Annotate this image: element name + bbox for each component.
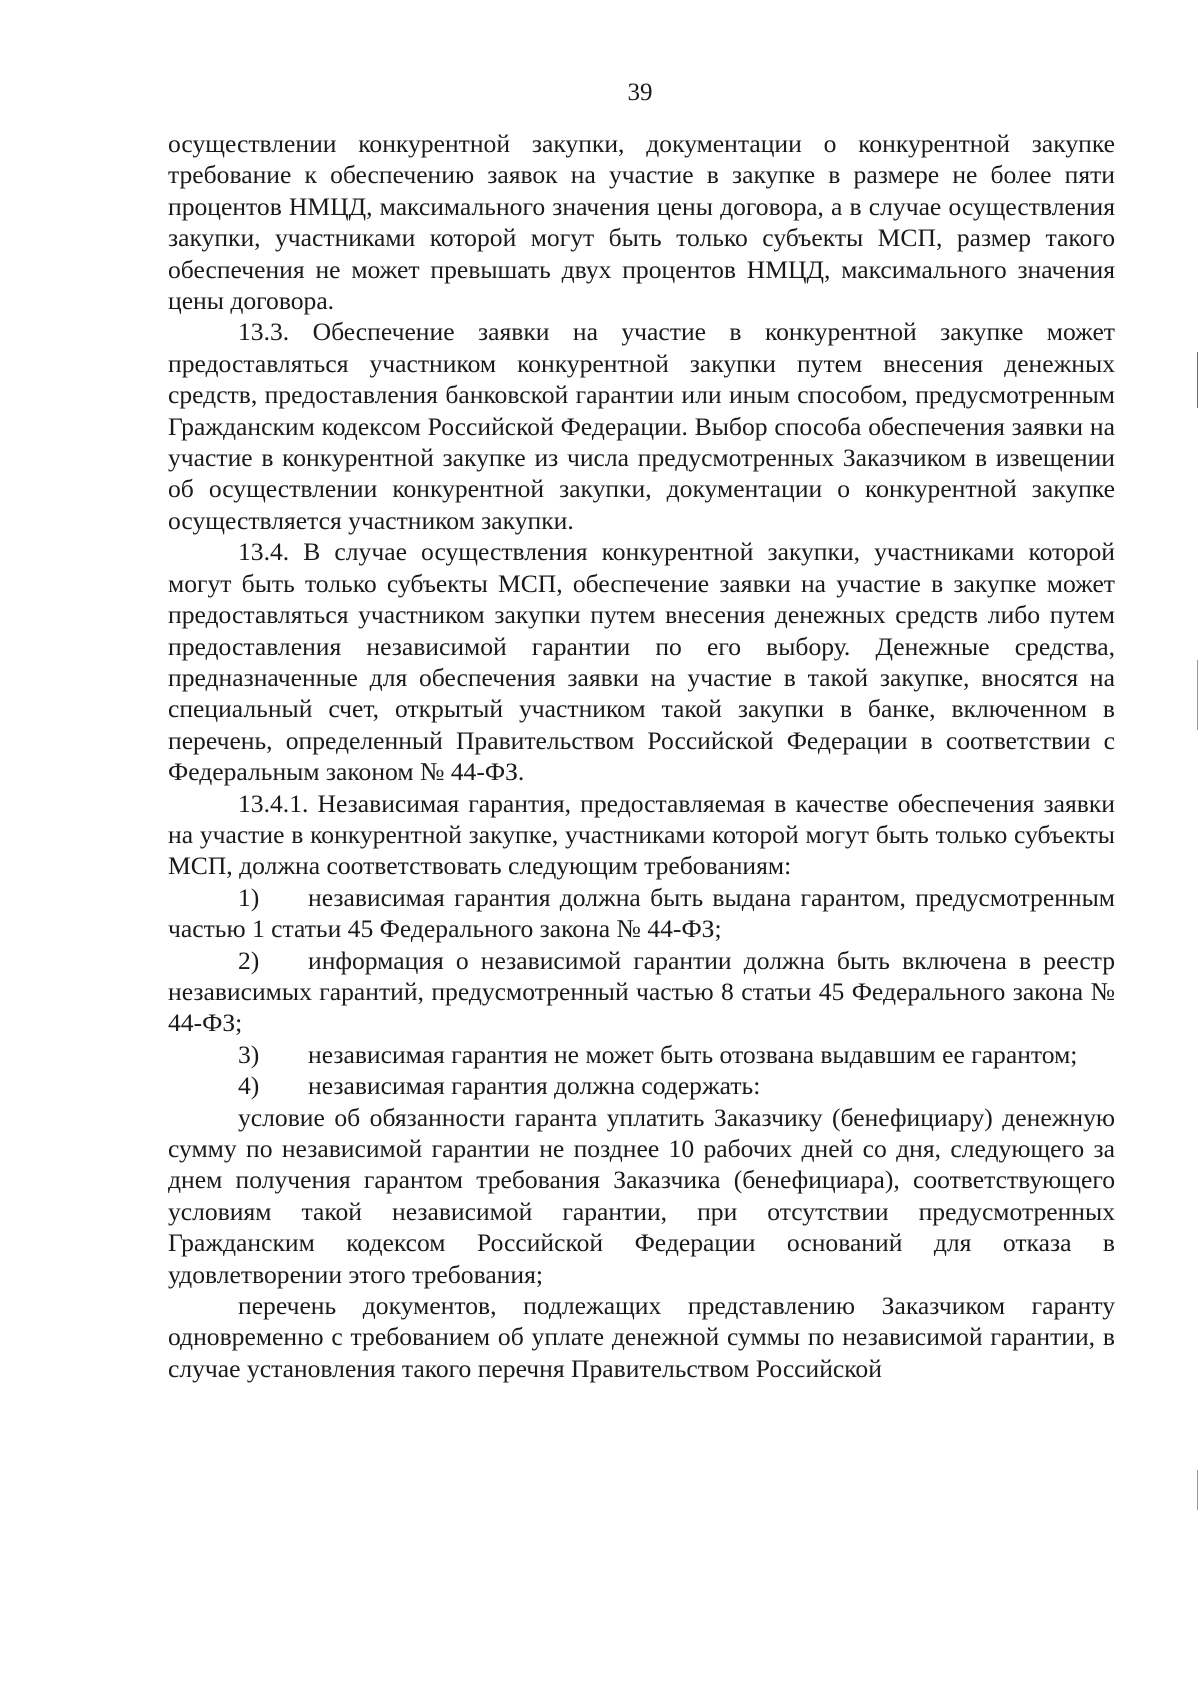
list-item-text: информация о независимой гарантии должна быть включена в реестр независимых гарантий, предусмотренный частью 8 статьи 45 Федерального закона № 44-ФЗ;	[168, 945, 1115, 1038]
sub-paragraph-documents-list: перечень документов, подлежащих представлению Заказчиком гаранту одновременно с требованием об уплате денежной суммы по независимой гарантии, в случае установления такого перечня Правительством Российской	[168, 1291, 1115, 1383]
list-item	[168, 1039, 1115, 1070]
paragraph-13-4-1: 13.4.1. Независимая гарантия, предоставляемая в качестве обеспечения заявки на участие в конкурентной закупке, участниками которой могут быть только субъекты МСП, должна соответствовать следующим требованиям:	[168, 788, 1115, 881]
list-item-text: независимая гарантия не может быть отозвана выдавшим ее гарантом;	[308, 1039, 1078, 1069]
paragraph-13-4: 13.4. В случае осуществления конкурентной закупки, участниками которой могут быть только субъекты МСП, обеспечение заявки на участие в закупке может предоставляться участником закупки путем внесения денежных средств либо путем предоставления независимой гарантии по его выбору. Денежные средства, предназначенные для обеспечения заявки на участие в такой закупке, вносятся на специальный счет, открытый участником такой закупки в банке, включенном в перечень, определенный Правительством Российской Федерации в соответствии с Федеральным законом № 44-ФЗ.	[168, 537, 1115, 787]
list-item-number: 1)	[238, 882, 260, 912]
list-item	[168, 882, 1115, 945]
list-item-number: 4)	[238, 1071, 260, 1101]
page-number: 39	[627, 79, 653, 106]
paragraph-13-3: 13.3. Обеспечение заявки на участие в конкурентной закупке может предоставляться участником конкурентной закупки путем внесения денежных средств, предоставления банковской гарантии или иным способом, предусмотренным Гражданским кодексом Российской Федерации. Выбор способа обеспечения заявки на участие в конкурентной закупке из числа предусмотренных Заказчиком в извещении об осуществлении конкурентной закупки, документации о конкурентной закупке осуществляется участником закупки.	[168, 317, 1115, 535]
scan-edge-mark	[1197, 1470, 1198, 1510]
list-item	[168, 1070, 1115, 1101]
document-body	[168, 128, 1115, 1384]
paragraph-continuation: осуществлении конкурентной закупки, документации о конкурентной закупке требование к обеспечению заявок на участие в закупке в размере не более пяти процентов НМЦД, максимального значения цены договора, а в случае осуществления закупки, участниками которой могут быть только субъекты МСП, размер такого обеспечения не может превышать двух процентов НМЦД, максимального значения цены договора.	[168, 129, 1115, 316]
list-item-text: независимая гарантия должна быть выдана гарантом, предусмотренным частью 1 статьи 45 Федерального закона № 44-ФЗ;	[168, 882, 1115, 944]
scan-edge-mark	[1197, 660, 1198, 730]
list-item-number: 2)	[238, 945, 260, 975]
list-item-text: независимая гарантия должна содержать:	[308, 1071, 761, 1101]
list-item	[168, 945, 1115, 1039]
scan-edge-mark	[1197, 352, 1198, 408]
sub-paragraph-condition: условие об обязанности гаранта уплатить Заказчику (бенефициару) денежную сумму по независимой гарантии не позднее 10 рабочих дней со дня, следующего за днем получения гарантом требования Заказчика (бенефициара), соответствующего условиям такой независимой гарантии, при отсутствии предусмотренных Гражданским кодексом Российской Федерации оснований для отказа в удовлетворении этого требования;	[168, 1102, 1115, 1289]
list-item-number: 3)	[238, 1039, 260, 1069]
